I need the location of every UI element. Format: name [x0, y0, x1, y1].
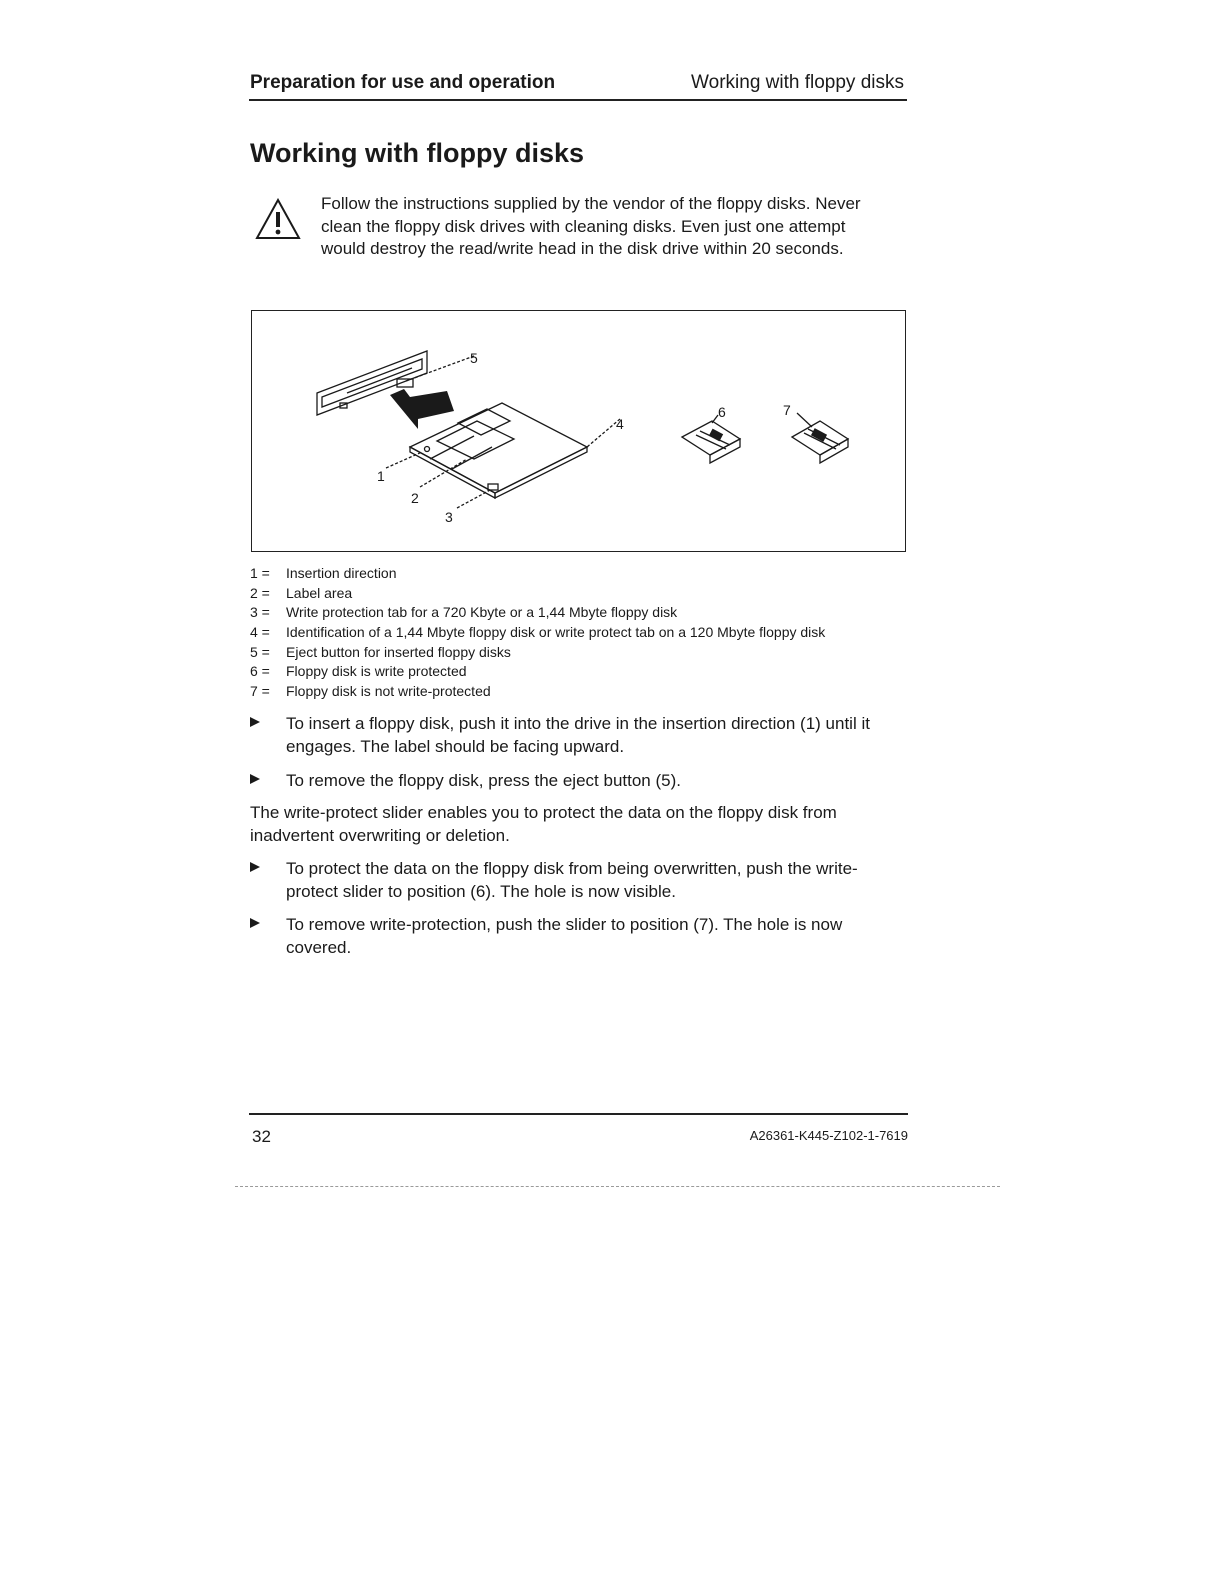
floppy-disk-illustration — [252, 311, 907, 553]
legend-item — [250, 643, 825, 663]
page-number: 32 — [252, 1127, 271, 1146]
instruction-step — [249, 712, 909, 758]
instruction-step — [249, 913, 909, 959]
legend-text: Insertion direction — [286, 565, 397, 581]
legend-item — [250, 623, 825, 643]
page-title: Working with floppy disks — [250, 138, 585, 168]
instruction-text: To insert a floppy disk, push it into the drive in the insertion direction (1) until it engages. The label should be facing upward. — [286, 714, 870, 756]
document-id: A26361-K445-Z102-1-7619 — [749, 1128, 908, 1143]
figure-label-7: 7 — [783, 402, 791, 418]
legend-text: Floppy disk is write protected — [286, 663, 467, 680]
legend-item — [250, 603, 825, 623]
triangle-bullet-icon — [249, 716, 261, 728]
instruction-text: To remove write-protection, push the slider to position (7). The hole is now covered. — [286, 915, 843, 957]
triangle-bullet-icon — [249, 773, 261, 785]
legend-number: 3 = — [250, 604, 270, 621]
figure-legend — [250, 564, 825, 702]
triangle-bullet-icon — [249, 861, 261, 873]
instruction-text: To protect the data on the floppy disk from being overwritten, push the write-protect slider to position (6). The hole is now visible. — [286, 859, 858, 901]
instruction-text: To remove the floppy disk, press the eject button (5). — [286, 771, 681, 790]
running-header-section: Preparation for use and operation — [250, 72, 556, 93]
legend-text: Identification of a 1,44 Mbyte floppy disk or write protect tab on a 120 Mbyte floppy disk — [286, 624, 826, 641]
legend-number: 2 = — [250, 584, 270, 601]
floppy-disk-figure — [251, 310, 906, 552]
legend-text: Floppy disk is not write-protected — [286, 683, 491, 700]
scan-artifact-line — [235, 1186, 1000, 1187]
warning-triangle-icon — [255, 198, 301, 240]
legend-text: Write protection tab for a 720 Kbyte or a 1,44 Mbyte floppy disk — [286, 604, 678, 621]
instruction-step — [249, 769, 909, 792]
warning-text: Follow the instructions supplied by the vendor of the floppy disks. Never clean the floppy disk drives with cleaning disks. Even just one attempt would destroy the read/write head in the disk drive within 20 seconds. — [321, 194, 861, 258]
footer-rule — [249, 1113, 908, 1115]
figure-label-2: 2 — [411, 490, 419, 506]
triangle-bullet-icon — [249, 917, 261, 929]
legend-text: Label area — [286, 584, 353, 601]
legend-item — [250, 682, 825, 702]
running-header-topic: Working with floppy disks — [691, 72, 904, 93]
instruction-step — [249, 857, 909, 903]
legend-number: 5 = — [250, 643, 270, 660]
figure-label-3: 3 — [445, 509, 453, 525]
legend-number: 6 = — [250, 663, 270, 680]
figure-label-6: 6 — [718, 404, 726, 420]
figure-label-4: 4 — [616, 416, 624, 432]
figure-label-5: 5 — [470, 350, 478, 366]
body-paragraph: The write-protect slider enables you to protect the data on the floppy disk from inadvertent overwriting or deletion. — [250, 803, 837, 845]
legend-number: 4 = — [250, 624, 270, 641]
legend-item — [250, 584, 825, 604]
header-rule — [249, 99, 907, 101]
legend-text: Eject button for inserted floppy disks — [286, 643, 511, 660]
legend-number: 1 = — [250, 565, 270, 581]
legend-item — [250, 564, 825, 584]
figure-label-1: 1 — [377, 468, 385, 484]
legend-item — [250, 662, 825, 682]
legend-number: 7 = — [250, 683, 270, 700]
